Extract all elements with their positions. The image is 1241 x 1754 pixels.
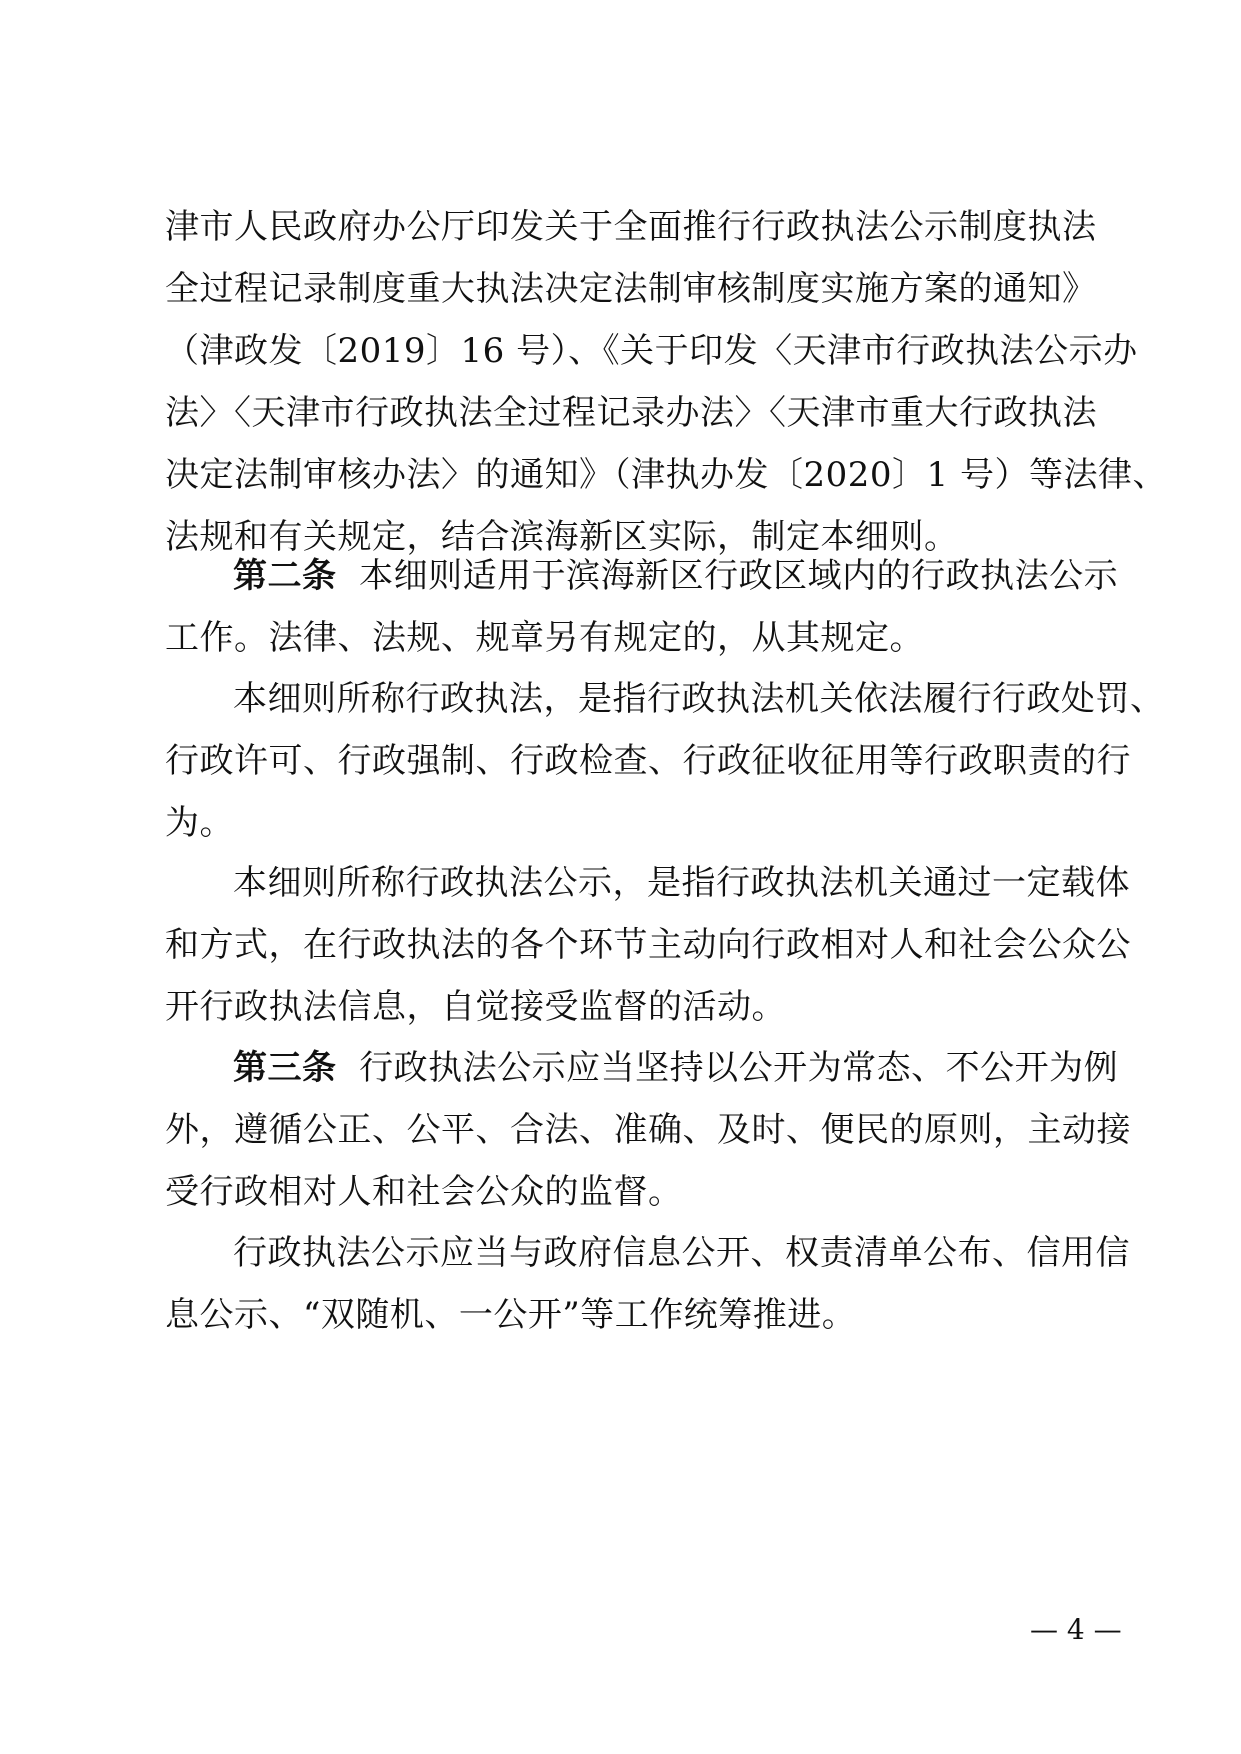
article-heading: 第三条 [233,1048,337,1088]
article-3 [165,1037,1131,1223]
text-line [165,1037,1119,1099]
article-text: 本细则适用于滨海新区行政区域内的行政执法公示 [359,556,1119,596]
paragraph-definition-enforcement [165,668,1165,854]
text-line: 全过程记录制度重大执法决定法制审核制度实施方案的通知》 [165,269,1097,309]
text-line: 法规和有关规定，结合滨海新区实际，制定本细则。 [165,517,959,557]
page-number: — 4 — [1030,1613,1122,1646]
text-line [165,545,1119,607]
article-text: 行政执法公示应当坚持以公开为常态、不公开为例 [359,1048,1119,1088]
text-line: 工作。法律、法规、规章另有规定的，从其规定。 [165,618,924,658]
article-2 [165,545,1119,669]
text-line: （津政发〔2019〕16 号）、《关于印发〈天津市行政执法公示办 [165,331,1138,371]
text-line: 行政执法公示应当与政府信息公开、权责清单公布、信用信 [233,1233,1130,1273]
text-line: 决定法制审核办法〉的通知》（津执办发〔2020〕1 号）等法律、 [165,455,1167,495]
text-line: 为。 [165,803,234,843]
text-line: 法〉〈天津市行政执法全过程记录办法〉〈天津市重大行政执法 [165,393,1097,433]
text-line: 和方式，在行政执法的各个环节主动向行政相对人和社会公众公 [165,925,1131,965]
text-line: 受行政相对人和社会公众的监督。 [165,1172,683,1212]
paragraph-legal-basis [165,196,1167,568]
text-line: 本细则所称行政执法，是指行政执法机关依法履行行政处罚、 [233,679,1165,719]
text-line: 津市人民政府办公厅印发关于全面推行行政执法公示制度执法 [165,207,1097,247]
paragraph-coordination [165,1222,1130,1346]
paragraph-definition-disclosure [165,852,1131,1038]
text-line: 行政许可、行政强制、行政检查、行政征收征用等行政职责的行 [165,741,1131,781]
text-line: 息公示、“双随机、一公开”等工作统筹推进。 [165,1295,857,1335]
text-line: 本细则所称行政执法公示，是指行政执法机关通过一定载体 [233,863,1130,903]
text-line: 开行政执法信息，自觉接受监督的活动。 [165,987,786,1027]
text-line: 外，遵循公正、公平、合法、准确、及时、便民的原则，主动接 [165,1110,1131,1150]
article-heading: 第二条 [233,556,337,596]
